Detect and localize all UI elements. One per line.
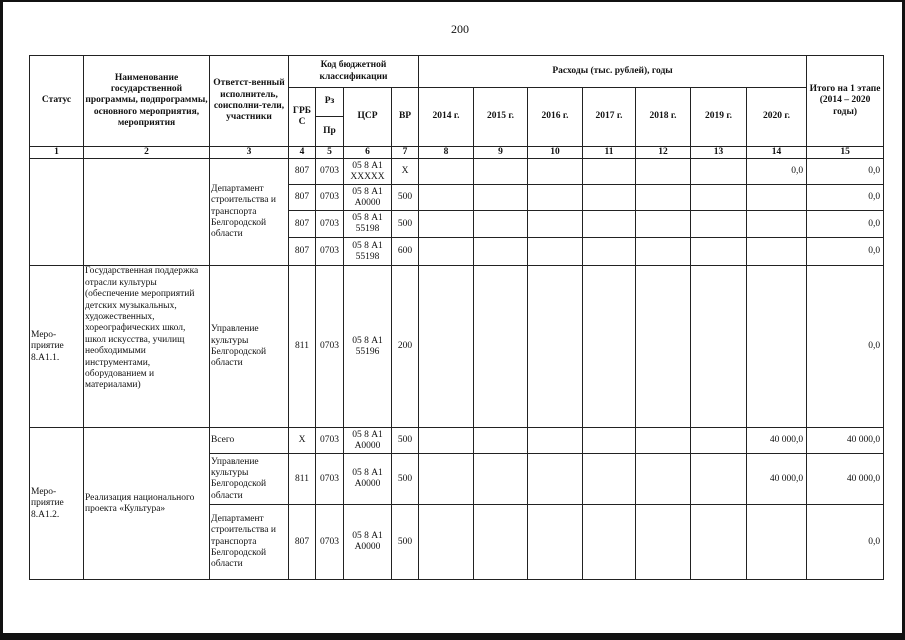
col-number: 7 bbox=[392, 147, 419, 159]
block1-status-cell bbox=[30, 159, 84, 266]
year-cell bbox=[528, 238, 583, 266]
year-cell bbox=[636, 266, 691, 428]
csr-cell: 05 8 А1 А0000 bbox=[344, 505, 392, 580]
col-number: 10 bbox=[528, 147, 583, 159]
header-status: Статус bbox=[30, 56, 84, 147]
vr-cell: 500 bbox=[392, 211, 419, 238]
y2020-cell bbox=[747, 211, 807, 238]
rz-cell: 0703 bbox=[316, 238, 344, 266]
csr-cell: 05 8 А1 А0000 bbox=[344, 185, 392, 211]
y2020-cell bbox=[747, 505, 807, 580]
header-year: 2014 г. bbox=[419, 88, 474, 147]
budget-table bbox=[29, 55, 884, 580]
header-grbs: ГРБ С bbox=[289, 88, 316, 147]
grbs-cell: 807 bbox=[289, 211, 316, 238]
page-edge-bottom bbox=[0, 633, 905, 640]
header-year: 2019 г. bbox=[691, 88, 747, 147]
year-cell bbox=[528, 266, 583, 428]
page-number: 200 bbox=[451, 22, 469, 36]
header-executor: Ответст-венный исполнитель, соисполни-тели, участники bbox=[210, 56, 289, 147]
vr-cell: 500 bbox=[392, 428, 419, 454]
csr-cell: 05 8 А1 А0000 bbox=[344, 454, 392, 505]
year-cell bbox=[636, 505, 691, 580]
col-number: 13 bbox=[691, 147, 747, 159]
year-cell bbox=[691, 238, 747, 266]
block1-executor: Департамент строительства и транспорта Белгородской области bbox=[210, 159, 289, 266]
col-number: 6 bbox=[344, 147, 392, 159]
header-budget-code: Код бюджетной классификации bbox=[289, 56, 419, 88]
year-cell bbox=[419, 159, 474, 185]
header-year: 2018 г. bbox=[636, 88, 691, 147]
col-number: 1 bbox=[30, 147, 84, 159]
y2020-cell: 40 000,0 bbox=[747, 454, 807, 505]
block3-status: Меро-приятие 8.А1.2. bbox=[30, 428, 84, 580]
csr-cell: 05 8 А1 ХХХХХ bbox=[344, 159, 392, 185]
year-cell bbox=[691, 159, 747, 185]
block3-executor: Всего bbox=[210, 428, 289, 454]
total-cell: 0,0 bbox=[807, 238, 884, 266]
total-cell: 40 000,0 bbox=[807, 454, 884, 505]
csr-cell: 05 8 А1 55196 bbox=[344, 266, 392, 428]
vr-cell: 600 bbox=[392, 238, 419, 266]
year-cell bbox=[528, 505, 583, 580]
page-edge-left bbox=[0, 0, 3, 640]
vr-cell: 500 bbox=[392, 454, 419, 505]
year-cell bbox=[691, 185, 747, 211]
y2020-cell bbox=[747, 185, 807, 211]
header-year: 2015 г. bbox=[474, 88, 528, 147]
grbs-cell: 807 bbox=[289, 505, 316, 580]
grbs-cell: 811 bbox=[289, 454, 316, 505]
header-total: Итого на 1 этапе (2014 – 2020 годы) bbox=[807, 56, 884, 147]
header-rz: Рз bbox=[316, 88, 344, 117]
year-cell bbox=[636, 454, 691, 505]
header-year: 2017 г. bbox=[583, 88, 636, 147]
year-cell bbox=[474, 505, 528, 580]
year-cell bbox=[636, 428, 691, 454]
year-cell bbox=[474, 266, 528, 428]
year-cell bbox=[583, 266, 636, 428]
year-cell bbox=[691, 454, 747, 505]
year-cell bbox=[691, 211, 747, 238]
grbs-cell: 807 bbox=[289, 238, 316, 266]
year-cell bbox=[583, 185, 636, 211]
year-cell bbox=[583, 211, 636, 238]
year-cell bbox=[419, 211, 474, 238]
col-number: 5 bbox=[316, 147, 344, 159]
col-number: 12 bbox=[636, 147, 691, 159]
grbs-cell: 807 bbox=[289, 159, 316, 185]
col-number: 11 bbox=[583, 147, 636, 159]
year-cell bbox=[583, 428, 636, 454]
year-cell bbox=[636, 185, 691, 211]
year-cell bbox=[636, 159, 691, 185]
header-csr: ЦСР bbox=[344, 88, 392, 147]
col-number: 14 bbox=[747, 147, 807, 159]
year-cell bbox=[474, 211, 528, 238]
header-year: 2016 г. bbox=[528, 88, 583, 147]
year-cell bbox=[474, 238, 528, 266]
rz-cell: 0703 bbox=[316, 211, 344, 238]
grbs-cell: Х bbox=[289, 428, 316, 454]
year-cell bbox=[419, 266, 474, 428]
csr-cell: 05 8 А1 55198 bbox=[344, 211, 392, 238]
year-cell bbox=[583, 159, 636, 185]
rz-cell: 0703 bbox=[316, 428, 344, 454]
rz-cell: 0703 bbox=[316, 266, 344, 428]
year-cell bbox=[691, 266, 747, 428]
col-number: 9 bbox=[474, 147, 528, 159]
year-cell bbox=[636, 238, 691, 266]
year-cell bbox=[474, 428, 528, 454]
header-program: Наименование государственной программы, подпрограммы, основного мероприятия, мероприятия bbox=[84, 56, 210, 147]
rz-cell: 0703 bbox=[316, 454, 344, 505]
year-cell bbox=[419, 428, 474, 454]
rz-cell: 0703 bbox=[316, 159, 344, 185]
vr-cell: 500 bbox=[392, 505, 419, 580]
rz-cell: 0703 bbox=[316, 185, 344, 211]
block3-name: Реализация национального проекта «Культура» bbox=[84, 428, 210, 580]
year-cell bbox=[474, 159, 528, 185]
col-number: 8 bbox=[419, 147, 474, 159]
year-cell bbox=[583, 238, 636, 266]
year-cell bbox=[528, 454, 583, 505]
year-cell bbox=[691, 505, 747, 580]
year-cell bbox=[419, 505, 474, 580]
block2-name: Государственная поддержка отрасли культуры (обеспечение мероприятий детских музыкальных, художественных, хореографических школ, школ искусства, училищ необходимыми инструментами, оборудованием и материалами) bbox=[84, 266, 210, 428]
header-year: 2020 г. bbox=[747, 88, 807, 147]
year-cell bbox=[583, 505, 636, 580]
vr-cell: 200 bbox=[392, 266, 419, 428]
year-cell bbox=[691, 428, 747, 454]
header-expenses: Расходы (тыс. рублей), годы bbox=[419, 56, 807, 88]
grbs-cell: 807 bbox=[289, 185, 316, 211]
year-cell bbox=[583, 454, 636, 505]
page-edge-top bbox=[0, 0, 905, 2]
total-cell: 0,0 bbox=[807, 505, 884, 580]
year-cell bbox=[528, 159, 583, 185]
header-pr: Пр bbox=[316, 117, 344, 147]
vr-cell: 500 bbox=[392, 185, 419, 211]
total-cell: 0,0 bbox=[807, 266, 884, 428]
grbs-cell: 811 bbox=[289, 266, 316, 428]
y2020-cell bbox=[747, 238, 807, 266]
total-cell: 0,0 bbox=[807, 159, 884, 185]
y2020-cell bbox=[747, 266, 807, 428]
csr-cell: 05 8 А1 А0000 bbox=[344, 428, 392, 454]
block3-executor: Департамент строительства и транспорта Белгородской области bbox=[210, 505, 289, 580]
col-number: 15 bbox=[807, 147, 884, 159]
year-cell bbox=[474, 185, 528, 211]
year-cell bbox=[474, 454, 528, 505]
year-cell bbox=[528, 185, 583, 211]
year-cell bbox=[636, 211, 691, 238]
block3-executor: Управление культуры Белгородской области bbox=[210, 454, 289, 505]
vr-cell: Х bbox=[392, 159, 419, 185]
csr-cell: 05 8 А1 55198 bbox=[344, 238, 392, 266]
year-cell bbox=[528, 211, 583, 238]
total-cell: 0,0 bbox=[807, 211, 884, 238]
block2-status: Меро-приятие 8.А1.1. bbox=[30, 266, 84, 428]
col-number: 4 bbox=[289, 147, 316, 159]
rz-cell: 0703 bbox=[316, 505, 344, 580]
y2020-cell: 0,0 bbox=[747, 159, 807, 185]
year-cell bbox=[419, 454, 474, 505]
col-number: 2 bbox=[84, 147, 210, 159]
block2-executor: Управление культуры Белгородской области bbox=[210, 266, 289, 428]
block1-name-cell bbox=[84, 159, 210, 266]
header-vr: ВР bbox=[392, 88, 419, 147]
year-cell bbox=[528, 428, 583, 454]
y2020-cell: 40 000,0 bbox=[747, 428, 807, 454]
col-number: 3 bbox=[210, 147, 289, 159]
year-cell bbox=[419, 238, 474, 266]
total-cell: 40 000,0 bbox=[807, 428, 884, 454]
total-cell: 0,0 bbox=[807, 185, 884, 211]
year-cell bbox=[419, 185, 474, 211]
